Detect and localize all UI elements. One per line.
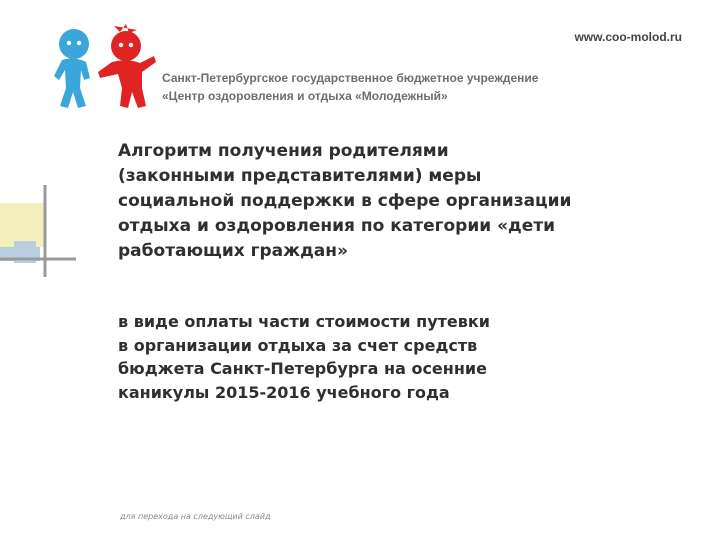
title-line: отдыха и оздоровления по категории «дети — [118, 216, 556, 236]
subtitle-line: в виде оплаты части стоимости путевки — [118, 312, 490, 331]
decorative-squares — [0, 185, 80, 285]
subtitle-line: бюджета Санкт-Петербурга на осенние — [118, 359, 487, 378]
logo-blue-child — [54, 29, 90, 108]
subtitle-line: в организации отдыха за счет средств — [118, 335, 478, 355]
subtitle-line: каникулы 2015-2016 учебного года — [118, 382, 450, 402]
website-url[interactable]: www.coo-molod.ru — [574, 30, 682, 44]
logo-red-child — [98, 24, 156, 108]
title-line: Алгоритм получения родителями — [118, 141, 449, 161]
organization-name-line-2: «Центр оздоровления и отдыха «Молодежный» — [162, 89, 448, 103]
slide-subtitle — [118, 310, 618, 404]
center-logo — [50, 18, 160, 113]
title-line: работающих граждан» — [118, 241, 348, 261]
title-line: социальной поддержки в сфере организации — [118, 191, 572, 211]
title-line: (законными представителями) меры — [118, 166, 482, 186]
next-slide-link[interactable]: для перехода на следующий слайд — [120, 512, 271, 521]
slide-title — [118, 139, 638, 264]
organization-name-line-1: Санкт-Петербургское государственное бюджетное учреждение — [162, 71, 539, 85]
organization-name — [162, 69, 538, 105]
